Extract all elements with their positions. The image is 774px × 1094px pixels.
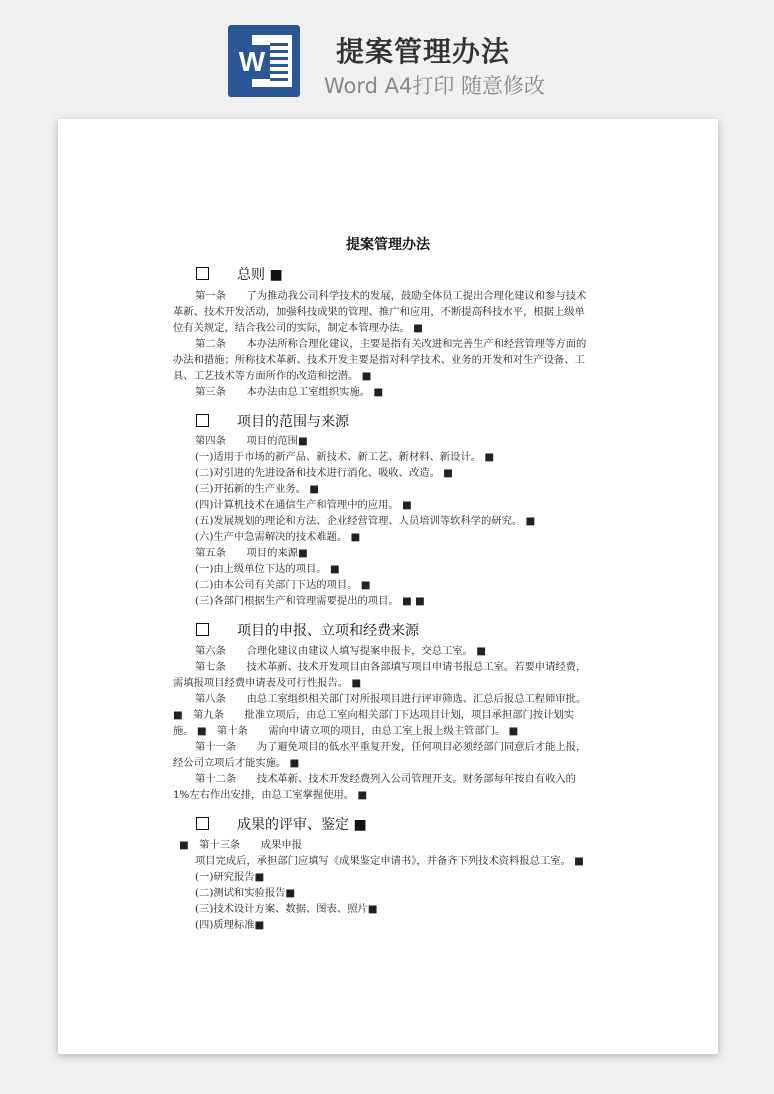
text-line: (一)适用于市场的新产品、新技术、新工艺、新材料、新设计。 ■	[195, 451, 495, 463]
text-line: 位有关规定，结合我公司的实际，制定本管理办法。 ■	[173, 322, 423, 334]
text-line: 1%左右作出安排，由总工室掌握使用。 ■	[173, 789, 368, 801]
text-line: (一)由上级单位下达的项目。 ■	[195, 563, 340, 575]
document-title: 提案管理办法	[346, 237, 430, 253]
text-line: (三)开拓新的生产业务。 ■	[195, 483, 320, 495]
text-line: 第十一条 为了避免项目的低水平重复开发，任何项目必须经部门同意后才能上报，	[195, 741, 587, 753]
text-line: 具、工艺技术等方面所作的改造和挖潜。 ■	[173, 370, 372, 382]
text-line: 第三条 本办法由总工室组织实施。 ■	[195, 386, 384, 398]
text-line: 第七条 技术革新、技术开发项目由各部填写项目申请书报总工室。若要申请经费，	[195, 661, 587, 673]
text-line: 第十二条 技术革新、技术开发经费列入公司管理开支。财务部每年按自有收入的	[195, 773, 576, 785]
text-line: 第一条 了为推动我公司科学技术的发展，鼓励全体员工提出合理化建议和参与技术	[195, 290, 587, 302]
text-line: 第六条 合理化建议由建议人填写提案申报卡，交总工室。 ■	[195, 645, 487, 657]
word-icon	[228, 25, 300, 97]
text-line: ■ 第九条 批准立项后，由总工室向相关部门下达项目计划，项目承担部门按计划实	[173, 709, 575, 721]
text-line: 革新、技术开发活动，加强科技成果的管理、推广和应用，不断提高科技水平，根据上级单	[173, 306, 585, 318]
text-line: 办法和措施；所称技术革新、技术开发主要是指对科学技术、业务的开发和对生产设备、工	[173, 354, 585, 366]
text-line: ■ 第十三条 成果申报	[179, 839, 302, 851]
text-line: (一)研究报告■	[195, 871, 265, 883]
text-line: (四)计算机技术在通信生产和管理中的应用。 ■	[195, 499, 412, 511]
text-line: 经公司立项后才能实施。 ■	[173, 757, 300, 769]
text-line: 需填报项目经费申请表及可行性报告。 ■	[173, 677, 362, 689]
checkbox-icon	[196, 623, 209, 636]
checkbox-icon	[196, 817, 209, 830]
text-line: (三)各部门根据生产和管理需要提出的项目。 ■ ■	[195, 595, 425, 607]
text-line: (五)发展规划的理论和方法、企业经营管理、人员培训等软科学的研究。 ■	[195, 515, 536, 527]
page-header	[0, 0, 774, 110]
section-heading: 总则 ■	[196, 264, 283, 284]
text-line: (四)质理标准■	[195, 919, 265, 931]
word-letter: W	[234, 45, 270, 79]
section-heading: 项目的范围与来源	[196, 411, 349, 431]
text-line: (二)测试和实验报告■	[195, 887, 296, 899]
text-line: 第五条 项目的来源■	[195, 547, 308, 559]
text-line: 第八条 由总工室组织相关部门对所报项目进行评审筛选、汇总后报总工程师审批。	[195, 693, 587, 705]
text-line: 项目完成后，承担部门应填写《成果鉴定申请书》，并备齐下列技术资料报总工室。 ■	[195, 855, 584, 867]
text-line: (二)由本公司有关部门下达的项目。 ■	[195, 579, 371, 591]
section-heading: 项目的申报、立项和经费来源	[196, 620, 419, 640]
text-line: (六)生产中急需解决的技术难题。 ■	[195, 531, 361, 543]
text-line: (三)技术设计方案、数据、图表、照片■	[195, 903, 378, 915]
document-page	[58, 119, 718, 1054]
text-line: (二)对引进的先进设备和技术进行消化、吸收、改造。 ■	[195, 467, 453, 479]
text-line: 第二条 本办法所称合理化建议，主要是指有关改进和完善生产和经营管理等方面的	[195, 338, 587, 350]
checkbox-icon	[196, 414, 209, 427]
section-heading: 成果的评审、鉴定 ■	[196, 814, 367, 834]
header-subtitle: Word A4打印 随意修改	[324, 74, 546, 98]
text-line: 第四条 项目的范围■	[195, 435, 308, 447]
header-title: 提案管理办法	[336, 35, 511, 68]
text-line: 施。 ■ 第十条 需向申请立项的项目，由总工室上报上级主管部门。 ■	[173, 725, 519, 737]
checkbox-icon	[196, 267, 209, 280]
